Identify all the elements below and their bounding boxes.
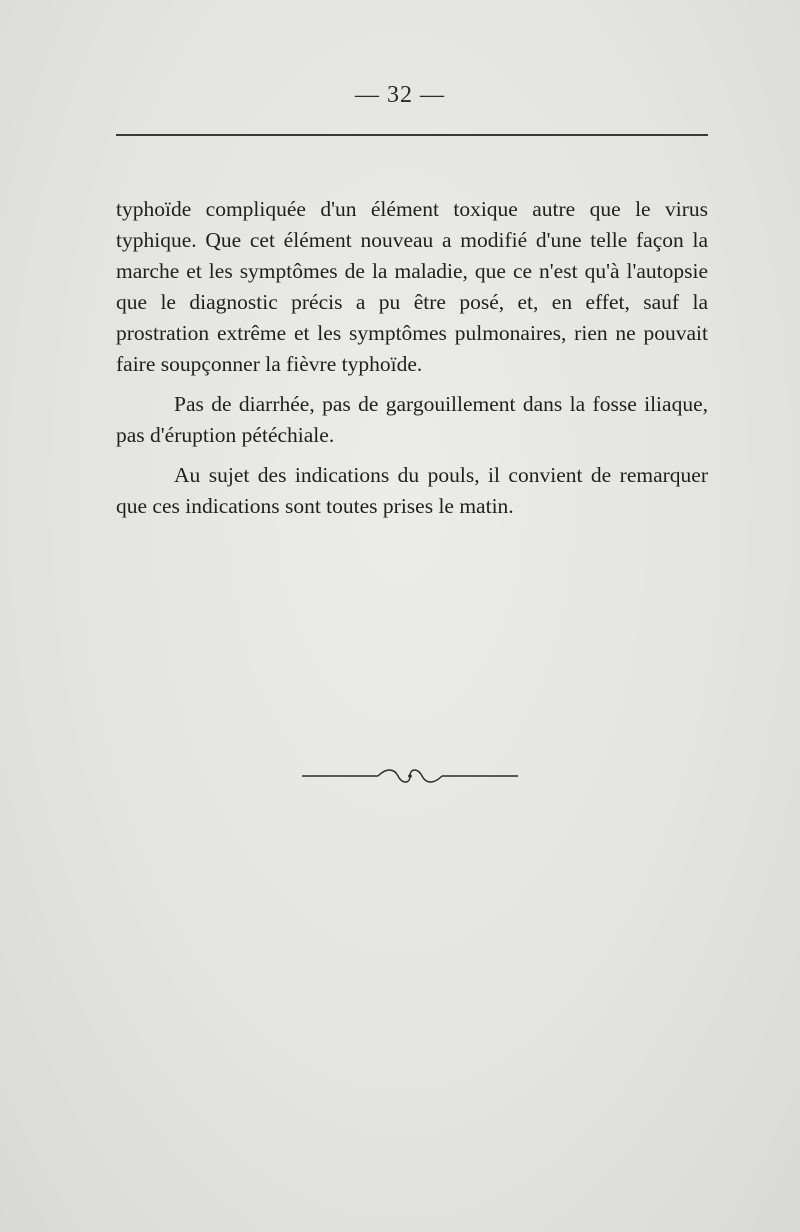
paragraph-1: typhoïde compliquée d'un élément toxique autre que le virus typhique. Que cet élément nouveau a modifié d'une telle façon la marche et les symptômes de la maladie, que ce n'est qu'à l'autopsie que le diagnostic précis a pu être posé, et, en effet, sauf la prostration extrême et les symptômes pulmonaires, rien ne pouvait faire soupçonner la fièvre typhoïde. — [116, 197, 708, 376]
show-through-shadow — [120, 560, 125, 583]
paragraph-3: Au sujet des indications du pouls, il convient de remarquer que ces indications sont toutes prises le matin. — [116, 463, 708, 518]
paragraph-2: Pas de diarrhée, pas de gargouillement dans la fosse iliaque, pas d'éruption pétéchiale. — [116, 392, 708, 447]
ornament-divider — [300, 764, 520, 788]
header-rule — [116, 134, 708, 136]
page-number: — 32 — — [355, 82, 445, 108]
body-text — [116, 194, 708, 522]
